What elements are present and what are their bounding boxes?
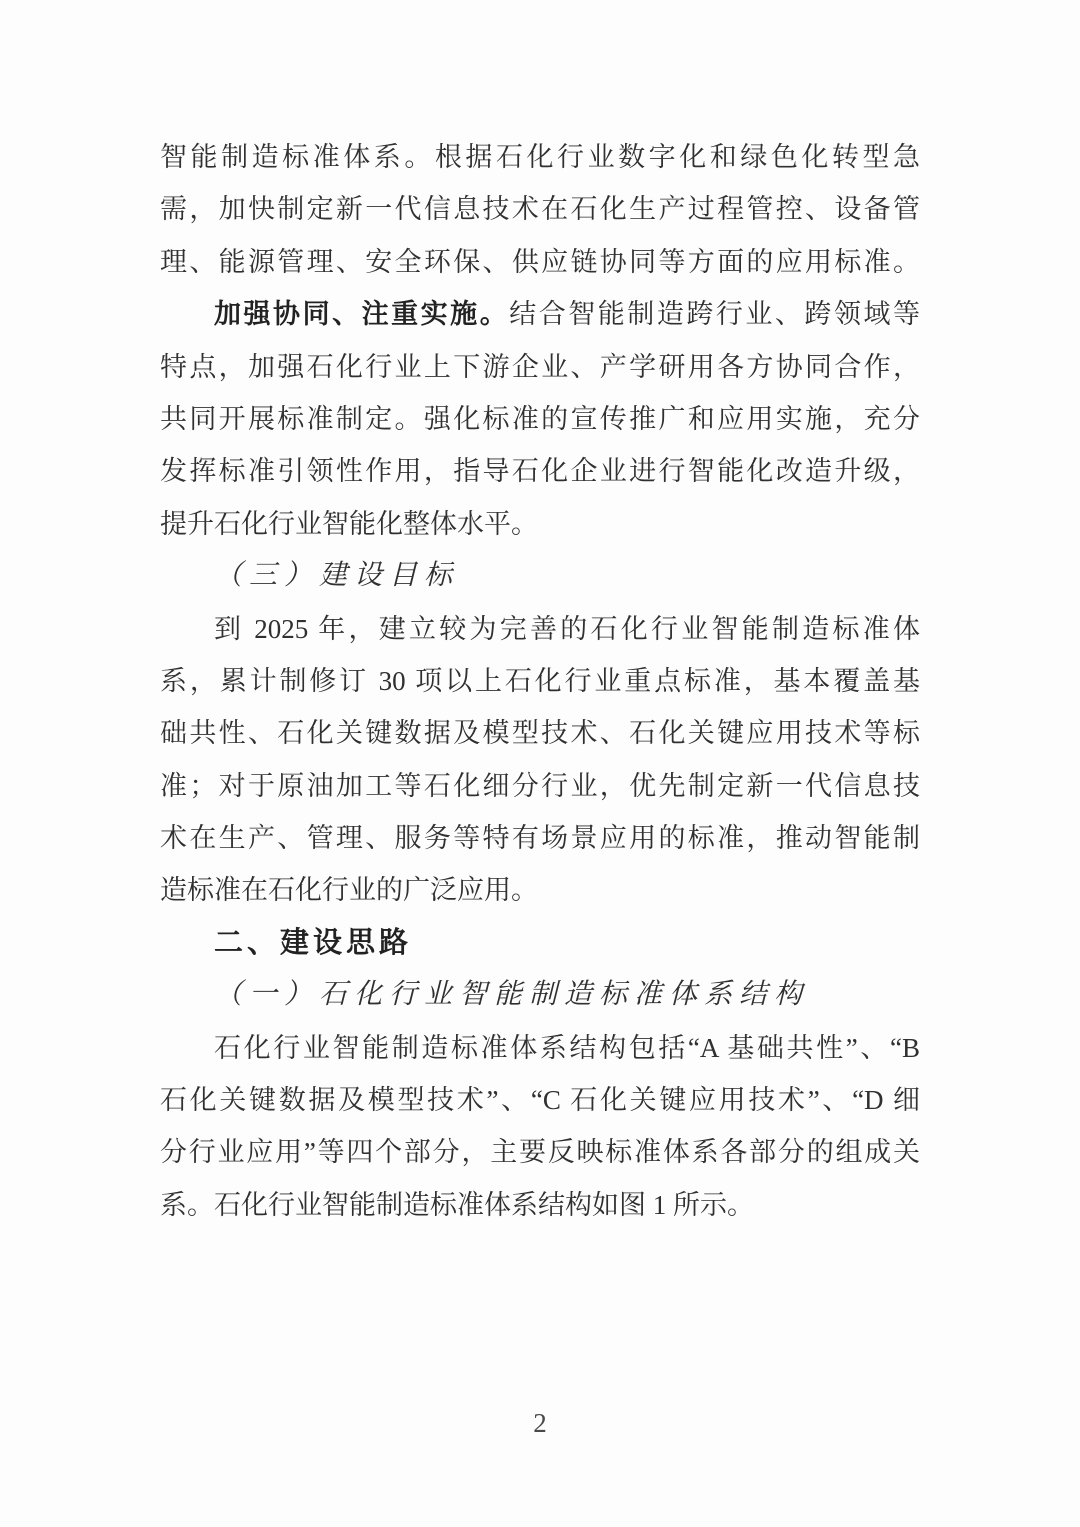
body-text-line: 石化行业智能制造标准体系结构包括“A 基础共性”、“B: [214, 1032, 920, 1063]
body-text-line: 特点，加强石化行业上下游企业、产学研用各方协同合作，: [160, 351, 920, 382]
heading-construction-goal: （三）建设目标: [214, 560, 460, 592]
bold-lead-phrase: 加强协同、注重实施。: [214, 299, 510, 330]
text-block: [160, 131, 920, 1231]
heading-system-structure: （一）石化行业智能制造标准体系结构: [214, 979, 810, 1011]
body-text-line: 发挥标准引领性作用，指导石化企业进行智能化改造升级，: [160, 456, 920, 487]
body-text-line: 智能制造标准体系。根据石化行业数字化和绿色化转型急: [160, 142, 920, 172]
body-text-line: 准；对于原油加工等石化细分行业，优先制定新一代信息技: [160, 770, 920, 801]
body-text-line: 系。石化行业智能制造标准体系结构如图 1 所示。: [160, 1189, 754, 1220]
body-text-line: 需，加快制定新一代信息技术在石化生产过程管控、设备管: [160, 194, 920, 225]
body-text-line: 理、能源管理、安全环保、供应链协同等方面的应用标准。: [160, 246, 920, 277]
heading-construction-approach: 二、建设思路: [214, 926, 413, 959]
body-text-line: 系，累计制修订 30 项以上石化行业重点标准，基本覆盖基: [160, 665, 920, 696]
body-text-line: 到 2025 年，建立较为完善的石化行业智能制造标准体: [214, 613, 920, 644]
body-text-line: 提升石化行业智能化整体水平。: [160, 508, 538, 539]
body-text-line: 共同开展标准制定。强化标准的宣传推广和应用实施，充分: [160, 403, 920, 434]
page-number: 2: [533, 1408, 547, 1438]
body-text-line: 础共性、石化关键数据及模型技术、石化关键应用技术等标: [160, 718, 920, 749]
body-text-line: 造标准在石化行业的广泛应用。: [160, 875, 538, 906]
body-text-span: 结合智能制造跨行业、跨领域等: [509, 299, 921, 330]
body-text-line: 石化关键数据及模型技术”、“C 石化关键应用技术”、“D 细: [160, 1085, 920, 1116]
body-text-line: 术在生产、管理、服务等特有场景应用的标准，推动智能制: [160, 823, 920, 854]
body-text-line: [160, 288, 920, 340]
body-text-line: 分行业应用”等四个部分，主要反映标准体系各部分的组成关: [160, 1137, 920, 1168]
